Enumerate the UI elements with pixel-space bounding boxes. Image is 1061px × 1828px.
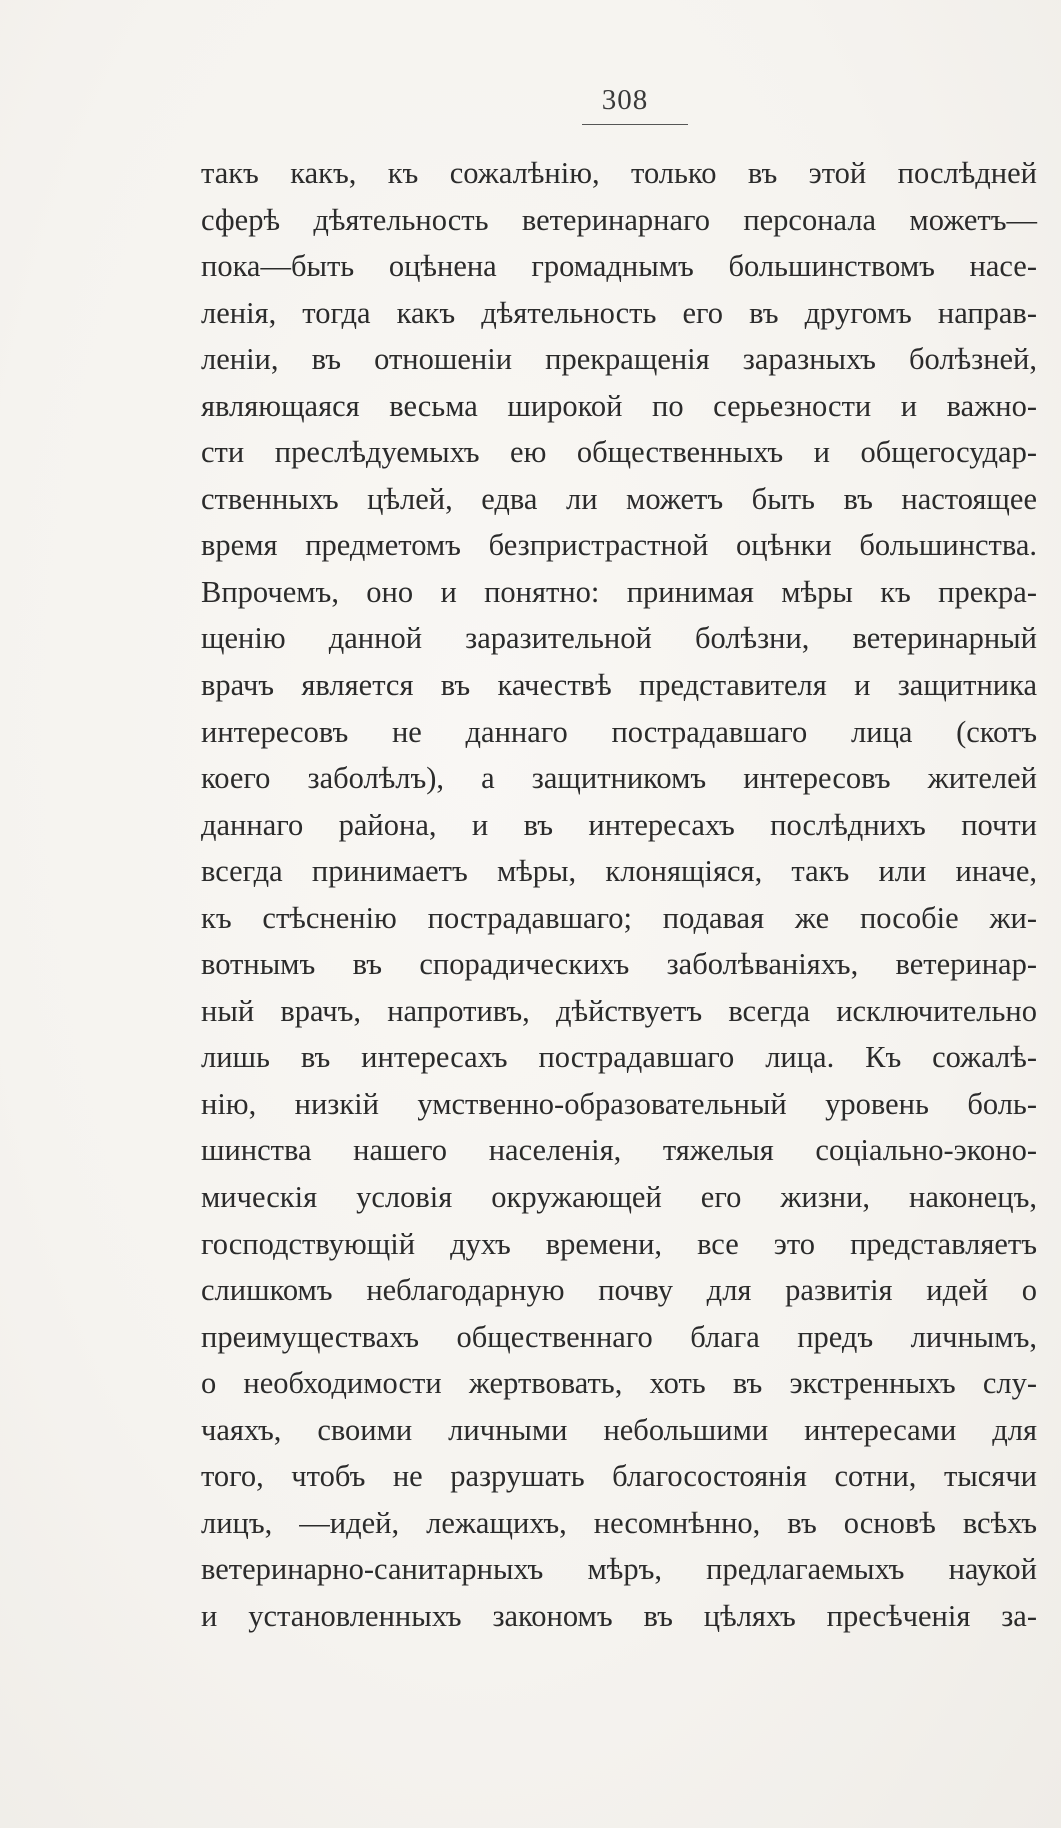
text-line: сферѣ дѣятельность ветеринарнаго персонала можетъ—	[201, 202, 1037, 237]
body-text	[201, 150, 1037, 1640]
text-line: вотнымъ въ спорадическихъ заболѣваніяхъ, ветеринар-	[201, 947, 1037, 982]
text-line: леніи, въ отношеніи прекращенія заразныхъ болѣзней,	[201, 342, 1037, 377]
text-line: того, чтобъ не разрушать благосостоянія сотни, тысячи	[201, 1459, 1037, 1494]
text-line: лишь въ интересахъ пострадавшаго лица. Къ сожалѣ-	[201, 1040, 1037, 1075]
text-line: лицъ, —идей, лежащихъ, несомнѣнно, въ основѣ всѣхъ	[201, 1505, 1037, 1540]
text-line: шинства нашего населенія, тяжелыя соціально-эконо-	[201, 1133, 1037, 1168]
text-line: время предметомъ безпристрастной оцѣнки большинства.	[201, 528, 1037, 563]
text-line: сти преслѣдуемыхъ ею общественныхъ и общегосудар-	[201, 435, 1037, 470]
text-line: коего заболѣлъ), а защитникомъ интересовъ жителей	[201, 761, 1037, 796]
text-line: даннаго района, и въ интересахъ послѣднихъ почти	[201, 807, 1037, 842]
text-line: врачъ является въ качествѣ представителя и защитника	[201, 668, 1037, 703]
text-line: и установленныхъ закономъ въ цѣляхъ пресѣченія за-	[201, 1598, 1037, 1633]
text-line: ный врачъ, напротивъ, дѣйствуетъ всегда исключительно	[201, 993, 1037, 1028]
text-line: ленія, тогда какъ дѣятельность его въ другомъ направ-	[201, 295, 1037, 330]
text-line: преимуществахъ общественнаго блага предъ личнымъ,	[201, 1319, 1037, 1354]
text-line: такъ какъ, къ сожалѣнію, только въ этой послѣдней	[201, 156, 1037, 190]
text-line: являющаяся весьма широкой по серьезности и важно-	[201, 388, 1037, 423]
text-line: къ стѣсненію пострадавшаго; подавая же пособіе жи-	[201, 900, 1037, 935]
text-line: интересовъ не даннаго пострадавшаго лица (скотъ	[201, 714, 1037, 749]
text-line: ветеринарно-санитарныхъ мѣръ, предлагаемыхъ наукой	[201, 1552, 1037, 1587]
text-line: щенію данной заразительной болѣзни, ветеринарный	[201, 621, 1037, 656]
page-number: 308	[601, 84, 649, 116]
text-line: чаяхъ, своими личными небольшими интересами для	[201, 1412, 1037, 1447]
text-line: всегда принимаетъ мѣры, клонящіяся, такъ или иначе,	[201, 854, 1037, 889]
text-line: господствующій духъ времени, все это представляетъ	[201, 1226, 1037, 1261]
text-line: слишкомъ неблагодарную почву для развитія идей о	[201, 1273, 1037, 1308]
text-line: ственныхъ цѣлей, едва ли можетъ быть въ настоящее	[201, 481, 1037, 516]
text-line: о необходимости жертвовать, хоть въ экстренныхъ слу-	[201, 1366, 1037, 1401]
text-line: нію, низкій умственно-образовательный уровень боль-	[201, 1086, 1037, 1121]
page-number-rule	[582, 124, 688, 125]
text-line: Впрочемъ, оно и понятно: принимая мѣры къ прекра-	[201, 574, 1037, 609]
text-line: пока—быть оцѣнена громаднымъ большинствомъ насе-	[201, 249, 1037, 284]
text-line: мическія условія окружающей его жизни, наконецъ,	[201, 1180, 1037, 1215]
